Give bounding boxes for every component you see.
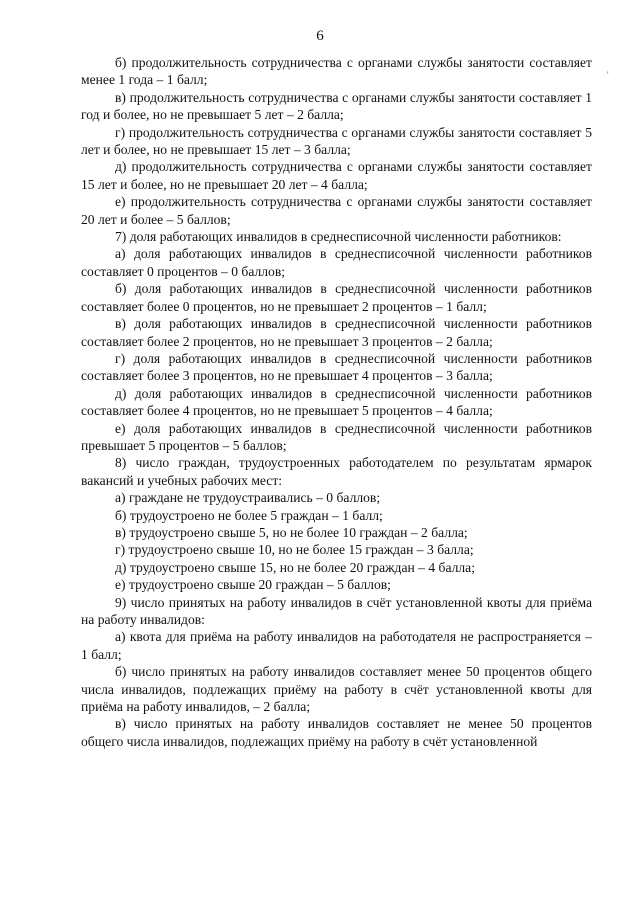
paragraph: д) трудоустроено свыше 15, но не более 20 граждан – 4 балла; bbox=[115, 559, 475, 575]
paragraph: а) квота для приёма на работу инвалидов на работодателя не распространяется – 1 балл; bbox=[81, 629, 592, 662]
paragraph: в) трудоустроено свыше 5, но не более 10 граждан – 2 балла; bbox=[115, 524, 468, 540]
document-body bbox=[81, 54, 592, 750]
paragraph: в) продолжительность сотрудничества с органами службы занятости составляет 1 год и более, но не превышает 5 лет – 2 балла; bbox=[81, 89, 592, 123]
paragraph: в) доля работающих инвалидов в среднесписочной численности работников составляет более 2 процентов, но не превышает 3 процентов – 2 балла; bbox=[81, 316, 592, 349]
paragraph: г) доля работающих инвалидов в среднесписочной численности работников составляет более 3 процентов, но не превышает 4 процентов – 3 балла; bbox=[81, 350, 592, 384]
paragraph: д) продолжительность сотрудничества с органами службы занятости составляет 15 лет и более, но не превышает 20 лет – 4 балла; bbox=[81, 159, 592, 192]
paragraph: г) продолжительность сотрудничества с органами службы занятости составляет 5 лет и более, но не превышает 15 лет – 3 балла; bbox=[81, 124, 592, 158]
paragraph: а) доля работающих инвалидов в среднесписочной численности работников составляет 0 процентов – 0 баллов; bbox=[81, 246, 592, 279]
scan-mark: ' bbox=[607, 70, 609, 80]
paragraph: д) доля работающих инвалидов в среднесписочной численности работников составляет более 4 процентов, но не превышает 5 процентов – 4 балла; bbox=[81, 385, 592, 419]
paragraph: е) трудоустроено свыше 20 граждан – 5 баллов; bbox=[115, 577, 391, 593]
paragraph: а) граждане не трудоустраивались – 0 баллов; bbox=[115, 490, 381, 506]
section-heading-9: 9) число принятых на работу инвалидов в счёт установленной квоты для приёма на работу инвалидов: bbox=[81, 594, 592, 627]
section-heading-8: 8) число граждан, трудоустроенных работодателем по результатам ярмарок вакансий и учебных рабочих мест: bbox=[81, 455, 592, 488]
paragraph: е) продолжительность сотрудничества с органами службы занятости составляет 20 лет и более – 5 баллов; bbox=[81, 194, 592, 227]
page-number: 6 bbox=[316, 28, 324, 44]
paragraph: в) число принятых на работу инвалидов составляет не менее 50 процентов общего числа инвалидов, подлежащих приёму на работу в счёт установленной bbox=[81, 716, 592, 749]
paragraph: б) трудоустроено не более 5 граждан – 1 балл; bbox=[115, 507, 383, 523]
paragraph: б) продолжительность сотрудничества с органами службы занятости составляет менее 1 года – 1 балл; bbox=[81, 55, 592, 88]
section-heading-7: 7) доля работающих инвалидов в среднесписочной численности работников: bbox=[115, 229, 562, 245]
paragraph: б) число принятых на работу инвалидов составляет менее 50 процентов общего числа инвалидов, подлежащих приёму на работу в счёт установленной квоты для приёма на работу инвалидов, – 2 балла; bbox=[81, 664, 592, 715]
paragraph: б) доля работающих инвалидов в среднесписочной численности работников составляет более 0 процентов, но не превышает 2 процентов – 1 балл; bbox=[81, 281, 592, 314]
paragraph: е) доля работающих инвалидов в среднесписочной численности работников превышает 5 процентов – 5 баллов; bbox=[81, 420, 592, 453]
paragraph: г) трудоустроено свыше 10, но не более 15 граждан – 3 балла; bbox=[115, 542, 474, 558]
